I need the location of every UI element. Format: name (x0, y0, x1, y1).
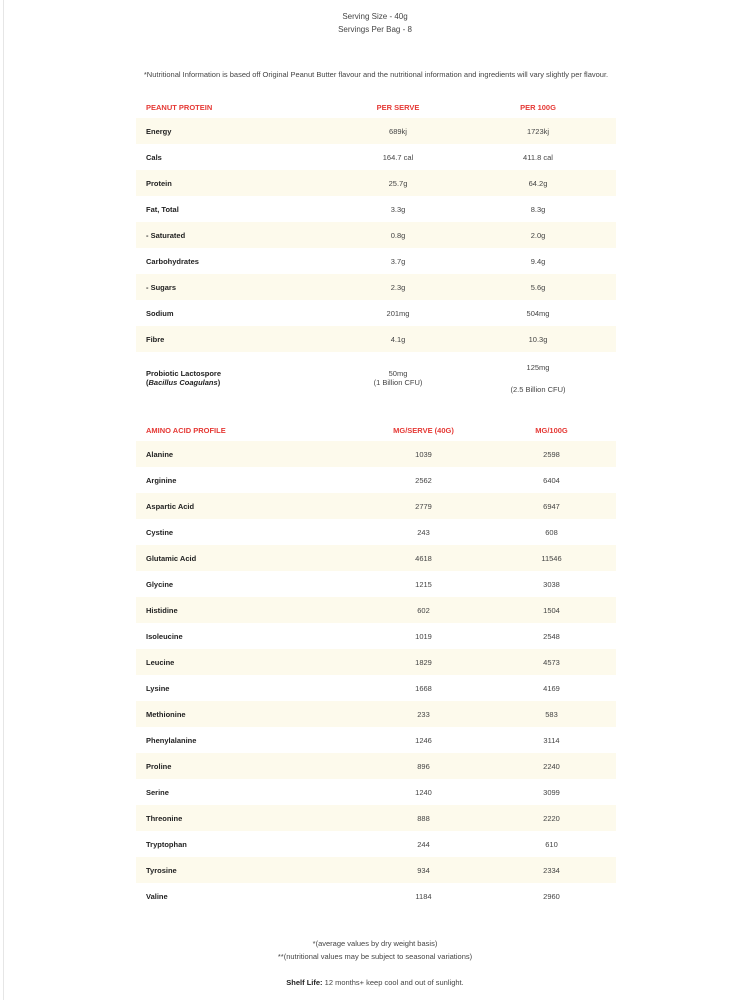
amino-per-100g: 3038 (543, 579, 560, 589)
footer-variation-note: **(nutritional values may be subject to seasonal variations) (277, 952, 473, 961)
amino-row (136, 779, 616, 805)
amino-header-row (136, 419, 616, 441)
nutrient-per-serve: 201mg (386, 308, 410, 318)
nutrition-header-serve: PER SERVE (376, 102, 420, 112)
amino-acid-table-body (136, 419, 616, 909)
amino-row (136, 857, 616, 883)
probiotic-serve-cfu: (1 Billion CFU) (373, 378, 423, 387)
amino-header-serve: MG/SERVE (40G) (393, 425, 454, 435)
nutrient-per-100g: 64.2g (460, 170, 616, 196)
footer-notes (0, 937, 746, 963)
amino-name: Histidine (136, 597, 360, 623)
nutrient-per-serve: 2.3g (336, 274, 460, 300)
probiotic-strain: Bacillus Coagulans (148, 378, 218, 387)
nutrition-header-row (136, 96, 616, 118)
amino-name: Tryptophan (146, 839, 187, 849)
amino-per-serve: 244 (417, 839, 430, 849)
amino-per-serve: 1829 (360, 649, 487, 675)
amino-name: Lysine (146, 683, 170, 693)
nutrition-row (136, 248, 616, 274)
amino-per-serve: 934 (360, 857, 487, 883)
amino-per-100g: 2240 (487, 753, 616, 779)
amino-per-100g: 2334 (487, 857, 616, 883)
nutrient-name: Carbohydrates (146, 256, 199, 266)
amino-row (136, 519, 616, 545)
amino-row (136, 571, 616, 597)
nutrition-header-name: PEANUT PROTEIN (146, 102, 213, 112)
probiotic-serve-amount: 50mg (388, 369, 408, 378)
probiotic-per100-cfu: (2.5 Billion CFU) (510, 384, 566, 394)
amino-per-100g: 3099 (543, 787, 560, 797)
amino-per-100g: 4573 (487, 649, 616, 675)
amino-row (136, 701, 616, 727)
amino-name: Proline (136, 753, 360, 779)
serving-info (0, 10, 746, 36)
amino-per-100g: 6404 (543, 475, 560, 485)
amino-per-serve: 2779 (360, 493, 487, 519)
nutrition-note: *Nutritional Information is based off Original Peanut Butter flavour and the nutritional information and ingredients will vary slightly per flavour. (143, 70, 609, 79)
probiotic-name (136, 352, 336, 404)
nutrient-per-100g: 2.0g (460, 222, 616, 248)
nutrition-row (136, 300, 616, 326)
amino-per-serve: 896 (360, 753, 487, 779)
amino-row (136, 753, 616, 779)
amino-name: Arginine (146, 475, 177, 485)
amino-row (136, 675, 616, 701)
amino-row (136, 623, 616, 649)
footer-average-note: *(average values by dry weight basis) (312, 939, 438, 948)
page-left-border (3, 0, 4, 1000)
amino-per-100g: 2220 (487, 805, 616, 831)
nutrient-per-100g: 10.3g (460, 326, 616, 352)
amino-row (136, 831, 616, 857)
nutrient-name: - Sugars (136, 274, 336, 300)
amino-per-100g: 2960 (543, 891, 560, 901)
amino-per-100g: 1504 (487, 597, 616, 623)
amino-row (136, 597, 616, 623)
amino-per-100g: 610 (545, 839, 558, 849)
serving-size: Serving Size - 40g (342, 12, 408, 21)
probiotic-paren-close: ) (217, 378, 221, 387)
nutrient-per-100g: 411.8 cal (523, 152, 553, 162)
amino-row (136, 441, 616, 467)
probiotic-per-100g (460, 352, 616, 404)
nutrition-row (136, 222, 616, 248)
amino-name: Valine (146, 891, 168, 901)
amino-row (136, 649, 616, 675)
nutrition-row (136, 118, 616, 144)
amino-row (136, 545, 616, 571)
nutrition-row (136, 170, 616, 196)
nutrient-per-100g: 1723kj (460, 118, 616, 144)
nutrient-name: Cals (146, 152, 162, 162)
amino-per-100g: 608 (545, 527, 558, 537)
amino-acid-table (136, 419, 616, 909)
amino-name: Threonine (136, 805, 360, 831)
nutrient-name: - Saturated (136, 222, 336, 248)
nutrient-per-serve: 0.8g (336, 222, 460, 248)
nutrient-per-serve: 689kj (336, 118, 460, 144)
probiotic-name-line1: Probiotic Lactospore (146, 369, 222, 378)
amino-row (136, 805, 616, 831)
amino-per-serve: 602 (360, 597, 487, 623)
amino-per-100g: 6947 (487, 493, 616, 519)
nutrient-name: Energy (136, 118, 336, 144)
amino-name: Glutamic Acid (136, 545, 360, 571)
nutrition-row (136, 326, 616, 352)
amino-name: Aspartic Acid (136, 493, 360, 519)
amino-per-100g: 2598 (487, 441, 616, 467)
amino-per-serve: 1184 (415, 891, 432, 901)
nutrition-row (136, 196, 616, 222)
amino-name: Methionine (136, 701, 360, 727)
amino-name: Glycine (146, 579, 174, 589)
nutrition-table (136, 96, 616, 404)
shelf-life (0, 976, 746, 989)
amino-per-serve: 1215 (415, 579, 432, 589)
shelf-life-text: 12 months+ keep cool and out of sunlight. (322, 978, 464, 987)
amino-per-100g: 4169 (543, 683, 560, 693)
nutrient-name: Fibre (136, 326, 336, 352)
amino-name: Cystine (146, 527, 174, 537)
amino-name: Alanine (136, 441, 360, 467)
nutrient-per-serve: 25.7g (336, 170, 460, 196)
nutrient-per-100g: 9.4g (530, 256, 546, 266)
servings-per-bag: Servings Per Bag - 8 (338, 25, 412, 34)
amino-per-serve: 4618 (360, 545, 487, 571)
amino-per-100g: 3114 (543, 735, 560, 745)
nutrient-per-serve: 3.3g (390, 204, 406, 214)
nutrition-header-per100: PER 100G (520, 102, 556, 112)
shelf-life-label: Shelf Life: (286, 978, 323, 987)
amino-per-serve: 888 (360, 805, 487, 831)
amino-header-per100: MG/100G (535, 425, 568, 435)
nutrition-row (136, 274, 616, 300)
amino-per-serve: 243 (417, 527, 430, 537)
amino-row (136, 467, 616, 493)
nutrient-per-100g: 504mg (526, 308, 550, 318)
amino-per-100g: 2548 (543, 631, 560, 641)
nutrition-table-body (136, 96, 616, 404)
nutrient-per-100g: 8.3g (530, 204, 546, 214)
amino-row (136, 727, 616, 753)
nutrient-per-serve: 3.7g (390, 256, 406, 266)
amino-per-serve: 1668 (415, 683, 432, 693)
nutrient-name: Fat, Total (146, 204, 179, 214)
nutrient-per-serve: 4.1g (336, 326, 460, 352)
amino-row (136, 883, 616, 909)
nutrient-per-100g: 5.6g (460, 274, 616, 300)
amino-per-serve: 1246 (415, 735, 432, 745)
probiotic-per100-amount: 125mg (526, 362, 550, 372)
probiotic-paren-open: ( (146, 378, 149, 387)
amino-per-serve: 1240 (415, 787, 432, 797)
nutrition-row (136, 144, 616, 170)
amino-row (136, 493, 616, 519)
nutrient-per-serve: 164.7 cal (382, 152, 414, 162)
nutrition-row-probiotic (136, 352, 616, 404)
amino-per-serve: 1019 (415, 631, 432, 641)
amino-per-100g: 583 (487, 701, 616, 727)
amino-name: Tyrosine (136, 857, 360, 883)
nutrient-name: Protein (136, 170, 336, 196)
amino-per-100g: 11546 (487, 545, 616, 571)
amino-per-serve: 2562 (415, 475, 432, 485)
probiotic-per-serve (336, 352, 460, 404)
amino-name: Phenylalanine (146, 735, 197, 745)
amino-name: Serine (146, 787, 169, 797)
nutrient-name: Sodium (146, 308, 174, 318)
amino-header-name: AMINO ACID PROFILE (146, 425, 226, 435)
amino-per-serve: 233 (360, 701, 487, 727)
amino-name: Leucine (136, 649, 360, 675)
amino-name: Isoleucine (146, 631, 183, 641)
amino-per-serve: 1039 (360, 441, 487, 467)
